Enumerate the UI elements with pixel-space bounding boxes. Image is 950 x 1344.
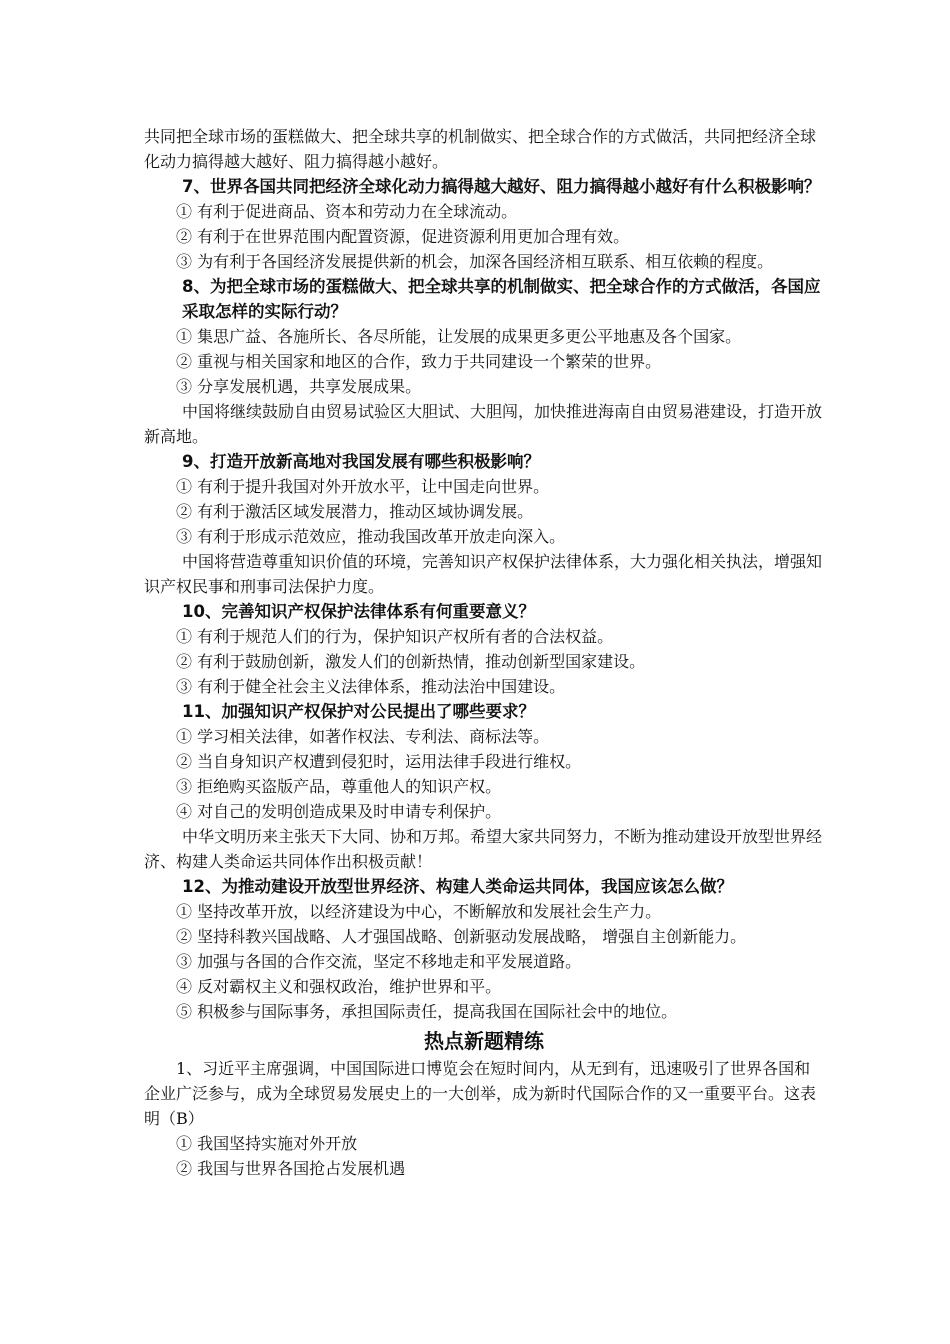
section-title: 热点新题精练 xyxy=(424,1029,544,1053)
q8-answer-1: ① 集思广益、各施所长、各尽所能，让发展的成果更多更公平地惠及各个国家。 xyxy=(176,327,742,346)
q12-answer-5: ⑤ 积极参与国际事务，承担国际责任，提高我国在国际社会中的地位。 xyxy=(176,1002,678,1021)
question-11: 11、加强知识产权保护对公民提出了哪些要求？ xyxy=(182,702,535,721)
document-body xyxy=(144,124,824,1181)
q12-answer-1: ① 坚持改革开放，以经济建设为中心，不断解放和发展社会生产力。 xyxy=(176,902,662,921)
q8-answer-2: ② 重视与相关国家和地区的合作，致力于共同建设一个繁荣的世界。 xyxy=(176,352,662,371)
question-12: 12、为推动建设开放型世界经济、构建人类命运共同体，我国应该怎么做？ xyxy=(182,877,733,896)
q10-answer-1: ① 有利于规范人们的行为，保护知识产权所有者的合法权益。 xyxy=(176,627,614,646)
q7-answer-1: ① 有利于促进商品、资本和劳动力在全球流动。 xyxy=(176,202,518,221)
exercise-1-option-1: ① 我国坚持实施对外开放 xyxy=(176,1134,358,1153)
q9-answer-2: ② 有利于激活区域发展潜力，推动区域协调发展。 xyxy=(176,502,534,521)
q12-answer-2: ② 坚持科教兴国战略、人才强国战略、创新驱动发展战略， 增强自主创新能力。 xyxy=(176,927,747,946)
exercise-1-option-2: ② 我国与世界各国抢占发展机遇 xyxy=(176,1159,406,1178)
statement-civilization: 中华文明历来主张天下大同、协和万邦。希望大家共同努力，不断为推动建设开放型世界经济、构建人类命运共同体作出积极贡献！ xyxy=(144,827,823,871)
question-7: 7、世界各国共同把经济全球化动力搞得越大越好、阻力搞得越小越好有什么积极影响？ xyxy=(182,177,821,196)
q11-answer-2: ② 当自身知识产权遭到侵犯时，运用法律手段进行维权。 xyxy=(176,752,582,771)
q10-answer-2: ② 有利于鼓励创新，激发人们的创新热情，推动创新型国家建设。 xyxy=(176,652,646,671)
q8-answer-3: ③ 分享发展机遇，共享发展成果。 xyxy=(176,377,422,396)
q7-answer-3: ③ 为有利于各国经济发展提供新的机会，加深各国经济相互联系、相互依赖的程度。 xyxy=(176,252,774,271)
q11-answer-1: ① 学习相关法律，如著作权法、专利法、商标法等。 xyxy=(176,727,550,746)
q12-answer-3: ③ 加强与各国的合作交流，坚定不移地走和平发展道路。 xyxy=(176,952,582,971)
q7-answer-2: ② 有利于在世界范围内配置资源，促进资源利用更加合理有效。 xyxy=(176,227,630,246)
q11-answer-4: ④ 对自己的发明创造成果及时申请专利保护。 xyxy=(176,802,502,821)
q10-answer-3: ③ 有利于健全社会主义法律体系，推动法治中国建设。 xyxy=(176,677,566,696)
statement-ip: 中国将营造尊重知识价值的环境，完善知识产权保护法律体系，大力强化相关执法，增强知识产权民事和刑事司法保护力度。 xyxy=(144,552,823,596)
question-10: 10、完善知识产权保护法律体系有何重要意义？ xyxy=(182,602,535,621)
exercise-1-stem: 1、习近平主席强调，中国国际进口博览会在短时间内，从无到有，迅速吸引了世界各国和企业广泛参与，成为全球贸易发展史上的一大创举，成为新时代国际合作的又一重要平台。这表明（B） xyxy=(144,1059,817,1128)
statement-hainan: 中国将继续鼓励自由贸易试验区大胆试、大胆闯，加快推进海南自由贸易港建设，打造开放新高地。 xyxy=(144,402,823,446)
q9-answer-3: ③ 有利于形成示范效应，推动我国改革开放走向深入。 xyxy=(176,527,566,546)
question-8: 8、为把全球市场的蛋糕做大、把全球共享的机制做实、把全球合作的方式做活，各国应采取怎样的实际行动？ xyxy=(182,277,821,321)
q12-answer-4: ④ 反对霸权主义和强权政治，维护世界和平。 xyxy=(176,977,502,996)
question-9: 9、打造开放新高地对我国发展有哪些积极影响？ xyxy=(182,452,540,471)
intro-paragraph: 共同把全球市场的蛋糕做大、把全球共享的机制做实、把全球合作的方式做活，共同把经济全球化动力搞得越大越好、阻力搞得越小越好。 xyxy=(144,127,817,171)
q11-answer-3: ③ 拒绝购买盗版产品，尊重他人的知识产权。 xyxy=(176,777,502,796)
q9-answer-1: ① 有利于提升我国对外开放水平，让中国走向世界。 xyxy=(176,477,550,496)
